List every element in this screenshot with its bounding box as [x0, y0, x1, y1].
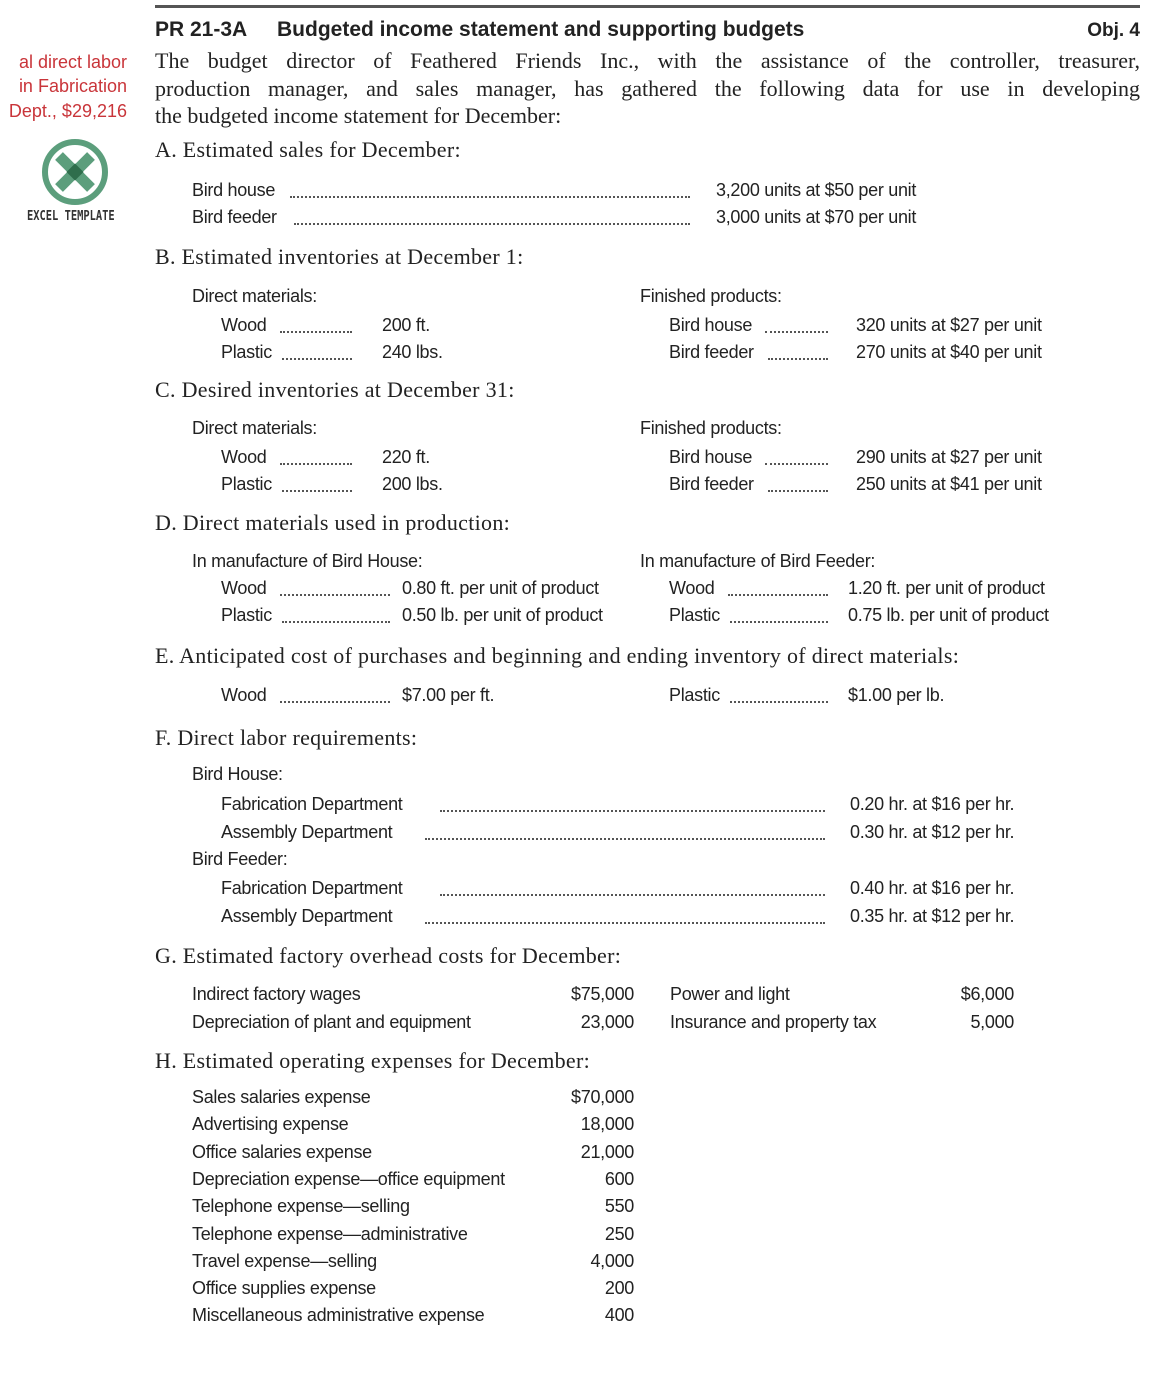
item-value: $7.00 per ft. [402, 685, 495, 705]
dot-leader [765, 329, 828, 333]
item-value: 1.20 ft. per unit of product [848, 578, 1045, 598]
item-value: 0.80 ft. per unit of product [402, 578, 599, 598]
item-label: Bird feeder [669, 342, 754, 362]
dot-leader [425, 836, 825, 840]
item-value: 200 lbs. [382, 474, 443, 494]
dot-leader [290, 194, 690, 198]
section-b-heading: B. Estimated inventories at December 1: [155, 244, 524, 269]
item-value: $75,000 [571, 984, 634, 1004]
item-label: Plastic [669, 605, 720, 625]
item-label: Plastic [669, 685, 720, 705]
problem-number: PR 21-3A [155, 18, 248, 41]
objective: Obj. 4 [1087, 20, 1140, 41]
dot-leader [425, 920, 825, 924]
expense-label: Travel expense—selling [192, 1250, 377, 1271]
expense-value: 18,000 [580, 1114, 634, 1135]
item-value: 0.30 hr. at $12 per hr. [850, 822, 1015, 842]
item-value: 0.50 lb. per unit of product [402, 605, 603, 625]
excel-template-icon[interactable] [41, 138, 109, 206]
item-label: Fabrication Department [221, 878, 403, 898]
dot-leader [765, 461, 828, 465]
item-value: 5,000 [970, 1012, 1014, 1032]
section-f-heading: F. Direct labor requirements: [155, 725, 418, 750]
dot-leader [730, 619, 828, 623]
dot-leader [280, 329, 352, 333]
dot-leader [280, 461, 352, 465]
item-value: $1.00 per lb. [848, 685, 945, 705]
fp-label: Finished products: [640, 418, 782, 438]
margin-note-line: in Fabrication [18, 76, 127, 96]
section-a-heading: A. Estimated sales for December: [155, 137, 461, 162]
dot-leader [440, 808, 825, 812]
item-value: 320 units at $27 per unit [856, 315, 1042, 335]
item-label: Plastic [221, 342, 272, 362]
expense-label: Telephone expense—administrative [192, 1223, 468, 1244]
item-value: 220 ft. [382, 447, 430, 467]
item-label: Bird house [669, 447, 753, 467]
item-label: Plastic [221, 474, 272, 494]
excel-template-label: EXCEL TEMPLATE [27, 209, 115, 224]
item-label: Wood [669, 578, 715, 598]
expense-value: 4,000 [590, 1250, 634, 1271]
item-value: 0.40 hr. at $16 per hr. [850, 878, 1015, 898]
dot-leader [730, 699, 828, 703]
item-label: Indirect factory wages [192, 984, 361, 1004]
item-value: 250 units at $41 per unit [856, 474, 1042, 494]
item-label: Depreciation of plant and equipment [192, 1012, 471, 1032]
item-label: Assembly Department [221, 822, 393, 842]
dot-leader [728, 592, 828, 596]
item-label: Wood [221, 685, 267, 705]
sales-value: 3,200 units at $50 per unit [716, 180, 917, 200]
section-d-heading: D. Direct materials used in production: [155, 510, 511, 535]
margin-note-line: Dept., $29,216 [8, 101, 127, 121]
intro-line: the budgeted income statement for December: [155, 103, 562, 128]
item-value: 23,000 [580, 1012, 634, 1032]
expense-label: Office supplies expense [192, 1278, 376, 1299]
expense-label: Miscellaneous administrative expense [192, 1305, 485, 1326]
item-value: 0.75 lb. per unit of product [848, 605, 1049, 625]
house-label: Bird House: [192, 764, 283, 784]
section-c-heading: C. Desired inventories at December 31: [155, 377, 515, 402]
item-value: 0.20 hr. at $16 per hr. [850, 794, 1015, 814]
top-rule [155, 5, 1140, 8]
dot-leader [282, 619, 390, 623]
item-label: Fabrication Department [221, 794, 403, 814]
feeder-label: In manufacture of Bird Feeder: [640, 551, 876, 571]
dot-leader [294, 221, 690, 225]
dot-leader [282, 356, 352, 360]
item-value: 0.35 hr. at $12 per hr. [850, 906, 1015, 926]
expense-value: $70,000 [571, 1087, 634, 1107]
dot-leader [440, 892, 825, 896]
sales-label: Bird house [192, 180, 276, 200]
item-value: 290 units at $27 per unit [856, 447, 1042, 467]
expense-value: 21,000 [580, 1141, 634, 1162]
intro-line: The budget director of Feathered Friends Inc., with the assistance of the controller, treasurer, [155, 48, 1140, 73]
expense-label: Depreciation expense—office equipment [192, 1168, 505, 1189]
expense-value: 200 [604, 1278, 634, 1299]
item-label: Bird feeder [669, 474, 754, 494]
item-value: $6,000 [960, 984, 1014, 1004]
dot-leader [768, 356, 828, 360]
expense-value: 550 [604, 1196, 634, 1217]
item-label: Bird house [669, 315, 753, 335]
expense-label: Office salaries expense [192, 1141, 372, 1162]
item-label: Power and light [670, 984, 790, 1004]
dot-leader [282, 488, 352, 492]
item-value: 200 ft. [382, 315, 430, 335]
expense-value: 250 [604, 1223, 634, 1244]
item-label: Wood [221, 447, 267, 467]
expense-label: Sales salaries expense [192, 1087, 371, 1107]
intro-line: production manager, and sales manager, has gathered the following data for use in developing [155, 76, 1140, 101]
dot-leader [280, 592, 390, 596]
section-e-heading: E. Anticipated cost of purchases and beginning and ending inventory of direct materials: [155, 643, 960, 668]
section-h-heading: H. Estimated operating expenses for December: [155, 1048, 591, 1073]
dm-label: Direct materials: [192, 286, 317, 306]
feeder-label: Bird Feeder: [192, 849, 288, 869]
margin-note-line: al direct labor [18, 52, 127, 72]
dot-leader [768, 488, 828, 492]
house-label: In manufacture of Bird House: [192, 551, 423, 571]
item-label: Plastic [221, 605, 272, 625]
expense-value: 400 [604, 1305, 634, 1326]
fp-label: Finished products: [640, 286, 782, 306]
item-value: 270 units at $40 per unit [856, 342, 1042, 362]
item-label: Assembly Department [221, 906, 393, 926]
expense-label: Advertising expense [192, 1114, 349, 1135]
item-label: Wood [221, 315, 267, 335]
item-label: Insurance and property tax [670, 1012, 877, 1032]
item-value: 240 lbs. [382, 342, 443, 362]
dm-label: Direct materials: [192, 418, 317, 438]
section-g-heading: G. Estimated factory overhead costs for December: [155, 943, 622, 968]
sales-value: 3,000 units at $70 per unit [716, 207, 917, 227]
dot-leader [280, 699, 390, 703]
expense-value: 600 [604, 1168, 634, 1189]
problem-title: Budgeted income statement and supporting budgets [277, 18, 805, 41]
sales-label: Bird feeder [192, 207, 277, 227]
expense-label: Telephone expense—selling [192, 1196, 410, 1217]
item-label: Wood [221, 578, 267, 598]
